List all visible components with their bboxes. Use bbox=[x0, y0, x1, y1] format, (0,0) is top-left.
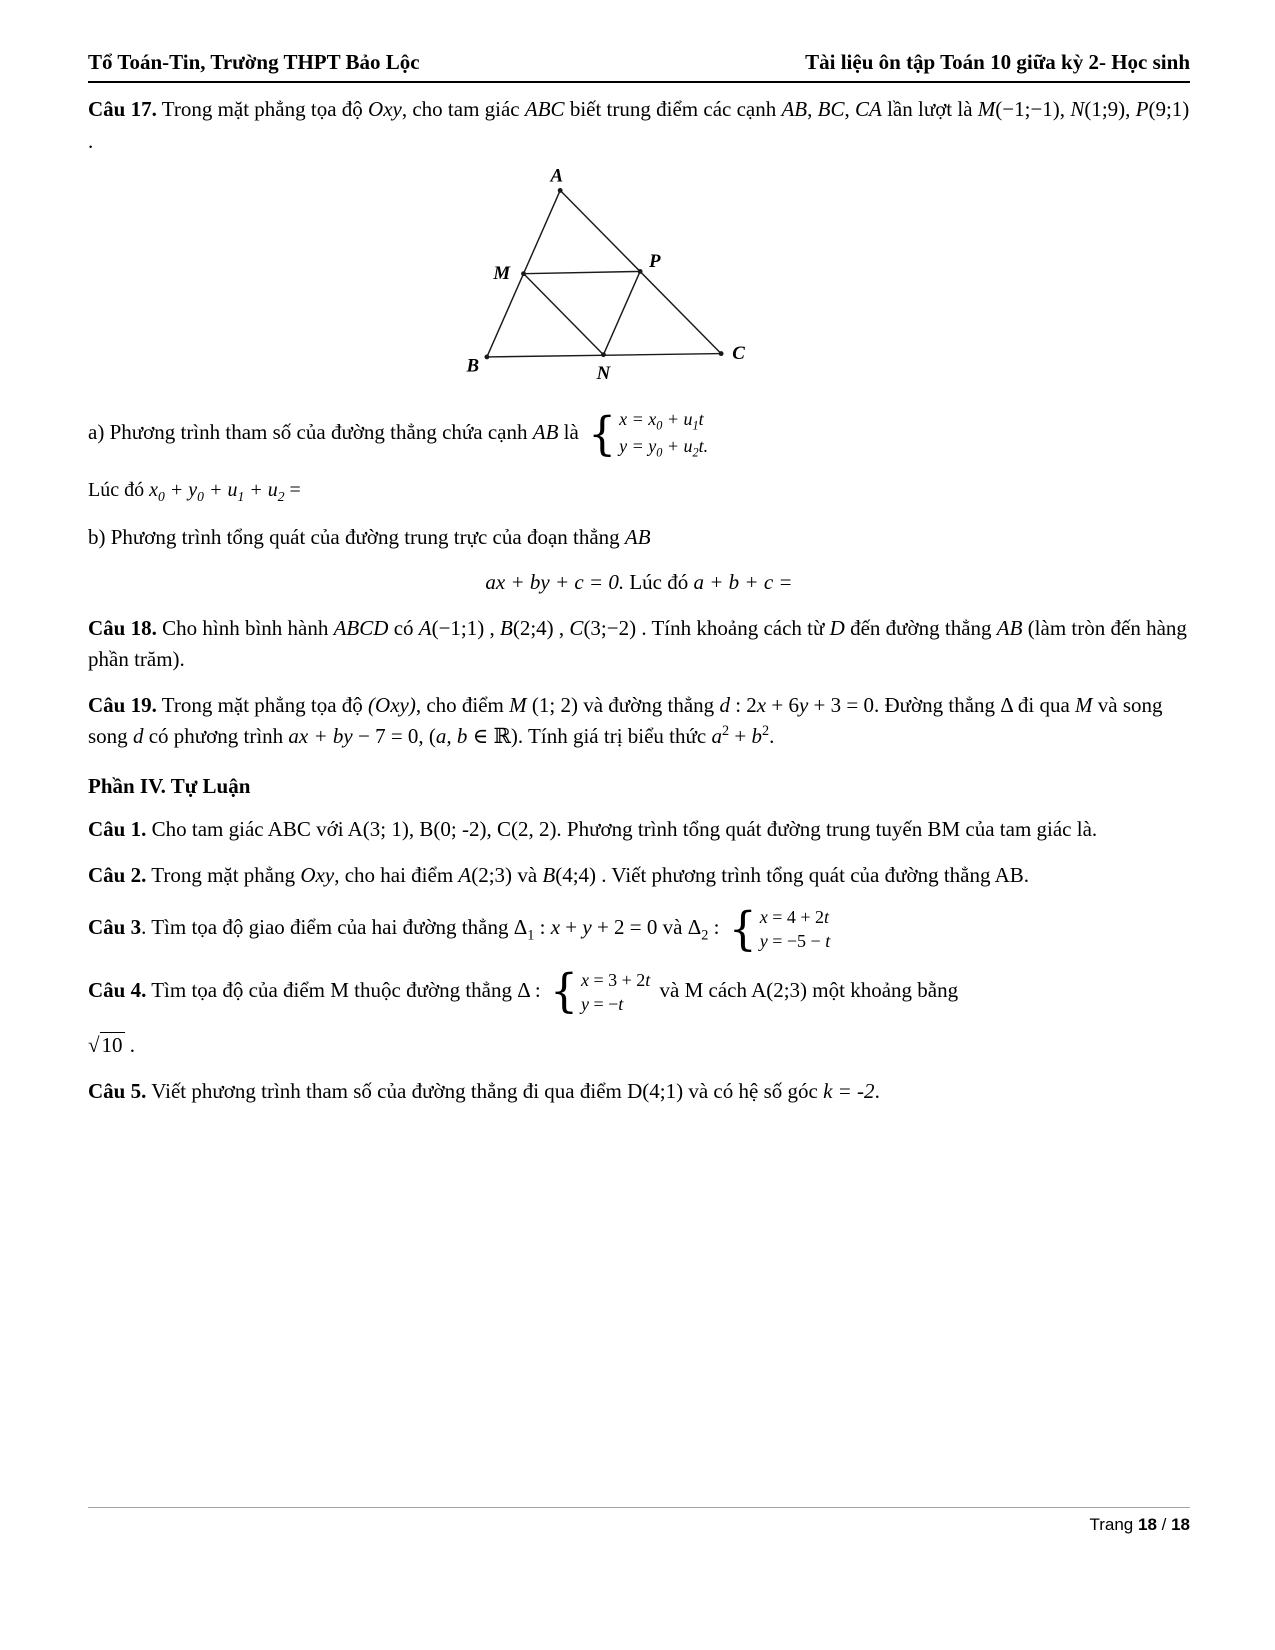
math-segment: AB bbox=[781, 97, 808, 121]
question-17-label: Câu 17. bbox=[88, 97, 157, 121]
text-segment: . Viết phương trình tổng quát của đường thẳng AB. bbox=[596, 862, 1029, 887]
text-segment: Lúc đó bbox=[624, 570, 694, 595]
text-segment: (9;1) . bbox=[88, 97, 1190, 153]
math-segment: A bbox=[458, 862, 472, 887]
text-segment: + 6 bbox=[766, 692, 799, 717]
text-segment: a) Phương trình tham số của đường thẳng chứa cạnh bbox=[88, 419, 533, 444]
math-segment: a + b + c = bbox=[693, 570, 793, 595]
math-segment: = 3 + 2 bbox=[588, 969, 646, 990]
text-segment: (2;3) bbox=[471, 862, 513, 887]
math-segment: M bbox=[1075, 692, 1093, 717]
math-segment: N bbox=[1070, 97, 1085, 121]
vertex-label-c: C bbox=[732, 343, 745, 365]
math-segment: a, b bbox=[435, 724, 468, 749]
superscript: 2 bbox=[721, 723, 730, 740]
math-segment: t bbox=[824, 907, 830, 927]
text-segment: biết trung điểm các cạnh bbox=[564, 97, 782, 121]
math-segment: d bbox=[719, 692, 730, 717]
math-segment: + u bbox=[244, 479, 278, 502]
triangle-svg bbox=[459, 166, 759, 388]
text-segment: (2;4) , bbox=[512, 615, 570, 640]
question-1-label: Câu 1. bbox=[88, 817, 147, 841]
vertex-label-n: N bbox=[596, 363, 611, 385]
text-segment: Lúc đó bbox=[88, 479, 150, 502]
text-segment: . bbox=[769, 724, 775, 749]
math-segment: y = y bbox=[619, 436, 657, 457]
subscript: 0 bbox=[197, 489, 204, 505]
math-segment: y bbox=[759, 931, 768, 952]
question-17 bbox=[88, 94, 1190, 157]
math-segment: C bbox=[569, 615, 584, 640]
text-segment: Viết phương trình tham số của đường thẳng đi qua điểm D(4;1) và có hệ số góc bbox=[146, 1078, 824, 1103]
triangle-figure bbox=[88, 166, 1190, 394]
essay-question-4 bbox=[88, 965, 1190, 1019]
math-segment: y bbox=[798, 692, 809, 717]
text-segment: và M cách A(2;3) một khoảng bằng bbox=[654, 977, 959, 1002]
math-segment: M bbox=[509, 692, 527, 717]
subscript: 0 bbox=[656, 445, 663, 460]
math-segment: x bbox=[550, 915, 561, 940]
text-segment: (1; 2) bbox=[526, 692, 578, 717]
text-segment: Trong mặt phẳng tọa độ bbox=[156, 692, 369, 717]
question-5-label: Câu 5. bbox=[88, 1078, 147, 1103]
math-segment: D bbox=[829, 615, 845, 640]
math-segment: a bbox=[711, 724, 722, 749]
text-segment: là bbox=[558, 419, 585, 444]
subscript: 0 bbox=[157, 489, 165, 505]
text-segment: . bbox=[874, 1078, 880, 1103]
question-17b-equation bbox=[88, 567, 1190, 599]
question-18 bbox=[88, 613, 1190, 676]
text-segment: lần lượt là bbox=[881, 97, 978, 121]
essay-question-1 bbox=[88, 814, 1190, 846]
text-segment: , cho điểm bbox=[415, 692, 510, 717]
text-segment: Tìm tọa độ của điểm M thuộc đường thẳng bbox=[146, 977, 518, 1002]
radical-sign: √ bbox=[88, 1033, 100, 1058]
vertex-label-a: A bbox=[550, 166, 564, 187]
page-footer bbox=[88, 1507, 1190, 1535]
math-segment: = 4 + 2 bbox=[767, 907, 825, 927]
equation-line bbox=[581, 992, 650, 1016]
subscript: 2 bbox=[277, 489, 285, 505]
header-right: Tài liệu ôn tập Toán 10 giữa kỳ 2- Học sinh bbox=[805, 50, 1190, 74]
math-segment: + y bbox=[164, 479, 198, 502]
delta-symbol: Δ bbox=[513, 915, 528, 940]
left-brace: { bbox=[728, 902, 757, 956]
question-2-label: Câu 2. bbox=[88, 862, 147, 887]
text-segment: (4;4) bbox=[555, 862, 597, 887]
text-segment: . bbox=[124, 1033, 136, 1058]
question-3-label: Câu 3 bbox=[88, 915, 142, 940]
text-segment: và đường thẳng bbox=[577, 692, 720, 717]
equation-line bbox=[760, 905, 830, 929]
math-segment: ax + by bbox=[288, 724, 353, 749]
text-segment: và song song bbox=[88, 692, 1163, 749]
math-segment: d bbox=[132, 724, 144, 749]
math-segment: x bbox=[759, 907, 768, 927]
math-segment: AB bbox=[624, 524, 651, 549]
text-segment: + 2 = 0 bbox=[591, 915, 658, 940]
math-segment: ABC bbox=[524, 97, 565, 121]
text-segment: đến đường thẳng bbox=[844, 615, 997, 640]
question-18-label: Câu 18. bbox=[88, 615, 157, 640]
left-brace: { bbox=[549, 965, 578, 1019]
text-segment: , cho hai điểm bbox=[334, 862, 459, 887]
text-segment: và bbox=[512, 862, 543, 887]
text-segment: , cho tam giác bbox=[401, 97, 525, 121]
math-segment: t. bbox=[698, 436, 709, 457]
text-segment: Đường thẳng bbox=[884, 692, 1001, 717]
question-17a-sum bbox=[88, 475, 1190, 507]
radicand: 10 bbox=[101, 1033, 123, 1058]
text-segment: ∈ ℝ) bbox=[467, 724, 518, 749]
essay-question-2 bbox=[88, 860, 1190, 892]
parametric-system bbox=[588, 407, 708, 461]
footer-separator: / bbox=[1156, 1515, 1172, 1534]
math-segment: t bbox=[825, 931, 831, 952]
text-segment: : bbox=[529, 977, 546, 1002]
question-17a bbox=[88, 407, 1190, 461]
vertex-label-p: P bbox=[648, 251, 661, 273]
sqrt-line bbox=[88, 1030, 1190, 1062]
essay-question-5 bbox=[88, 1076, 1190, 1108]
math-segment: t bbox=[645, 969, 651, 990]
left-brace: { bbox=[588, 407, 617, 461]
essay-question-3 bbox=[88, 902, 1190, 956]
subscript: 2 bbox=[692, 445, 699, 460]
vertex-dots bbox=[484, 188, 723, 359]
text-segment: (làm tròn đến hàng phần trăm). bbox=[88, 615, 1187, 672]
page-header bbox=[88, 50, 1190, 83]
section-title-part4: Phần IV. Tự Luận bbox=[88, 773, 251, 798]
math-segment: t bbox=[618, 993, 624, 1014]
math-segment: k = -2 bbox=[823, 1078, 875, 1103]
footer-page-number: 18 bbox=[1137, 1515, 1157, 1534]
math-segment: P bbox=[1135, 97, 1149, 121]
text-segment: đi qua bbox=[1012, 692, 1076, 717]
math-segment: AB bbox=[996, 615, 1023, 640]
superscript: 2 bbox=[761, 723, 770, 740]
equation-line bbox=[619, 407, 708, 434]
text-segment: − 7 = 0, ( bbox=[352, 724, 436, 749]
math-segment: B bbox=[500, 615, 513, 640]
math-segment: + u bbox=[662, 436, 693, 457]
math-segment: x bbox=[756, 692, 767, 717]
header-left: Tổ Toán-Tin, Trường THPT Bảo Lộc bbox=[88, 50, 420, 74]
math-segment: x = x bbox=[619, 409, 657, 429]
math-segment: b bbox=[751, 724, 762, 749]
text-segment: + bbox=[729, 724, 752, 749]
footer-page-label: Trang bbox=[1089, 1515, 1138, 1534]
math-segment: M bbox=[977, 97, 996, 121]
math-segment: ABCD bbox=[333, 615, 389, 640]
math-segment: ax + by + c = 0. bbox=[485, 570, 625, 595]
math-segment: x bbox=[580, 969, 589, 990]
math-segment: = bbox=[284, 479, 301, 502]
text-segment: (−1;−1), bbox=[995, 97, 1071, 121]
text-segment: Cho tam giác ABC với A(3; 1), B(0; -2), C(2, 2). Phương trình tổng quát đường trung tuyến BM của tam giác là. bbox=[146, 817, 1098, 841]
math-segment: x bbox=[149, 479, 158, 502]
math-segment: = −5 − bbox=[767, 931, 826, 952]
math-segment: y bbox=[582, 915, 592, 940]
text-segment: (−1;1) , bbox=[431, 615, 501, 640]
equation-line bbox=[581, 968, 650, 992]
question-19 bbox=[88, 690, 1190, 753]
math-segment: B bbox=[542, 862, 556, 887]
text-segment: + bbox=[560, 915, 583, 940]
subscript: 1 bbox=[237, 489, 245, 505]
equation-line bbox=[760, 929, 830, 953]
equation-line bbox=[619, 434, 708, 461]
math-segment: = − bbox=[588, 993, 619, 1014]
text-segment: có bbox=[388, 615, 419, 640]
text-segment: có phương trình bbox=[143, 724, 289, 749]
text-segment: Trong mặt phẳng tọa độ bbox=[156, 97, 369, 121]
text-segment: . Tìm tọa độ giao điểm của hai đường thẳng bbox=[141, 915, 514, 940]
math-segment: t bbox=[698, 409, 704, 429]
text-segment: b) Phương trình tổng quát của đường trung trực của đoạn thẳng bbox=[88, 524, 625, 549]
parametric-system bbox=[549, 965, 651, 1019]
text-segment: , bbox=[807, 97, 818, 121]
delta-symbol: Δ bbox=[517, 977, 530, 1002]
math-segment: CA bbox=[854, 97, 882, 121]
math-segment: A bbox=[418, 615, 432, 640]
text-segment: : bbox=[534, 915, 551, 940]
text-segment: và bbox=[657, 915, 688, 940]
text-segment: : 2 bbox=[729, 692, 757, 717]
subscript: 2 bbox=[701, 927, 709, 944]
delta-symbol: Δ bbox=[1000, 692, 1013, 717]
question-19-label: Câu 19. bbox=[88, 692, 157, 717]
text-segment: + 3 = 0. bbox=[808, 692, 885, 717]
text-segment: (1;9), bbox=[1084, 97, 1136, 121]
text-segment: (3;−2) . Tính khoảng cách từ bbox=[583, 615, 830, 640]
delta-symbol: Δ bbox=[687, 915, 702, 940]
footer-page-total: 18 bbox=[1171, 1515, 1190, 1534]
subscript: 1 bbox=[527, 927, 535, 944]
math-segment: AB bbox=[532, 419, 559, 444]
vertex-label-b: B bbox=[466, 355, 480, 377]
math-segment: + u bbox=[203, 479, 238, 502]
subscript: 1 bbox=[692, 418, 699, 433]
text-segment: . Tính giá trị biểu thức bbox=[517, 724, 712, 749]
math-segment: y bbox=[580, 993, 589, 1014]
text-segment: Cho hình bình hành bbox=[156, 615, 334, 640]
math-segment: + u bbox=[662, 409, 693, 429]
math-segment: (Oxy) bbox=[368, 692, 416, 717]
subscript: 0 bbox=[656, 418, 663, 433]
math-segment: Oxy bbox=[300, 862, 335, 887]
text-segment: Trong mặt phẳng bbox=[146, 862, 301, 887]
vertex-label-m: M bbox=[493, 263, 511, 285]
text-segment: : bbox=[708, 915, 725, 940]
text-segment: , bbox=[844, 97, 855, 121]
math-segment: Oxy bbox=[368, 97, 402, 121]
parametric-system bbox=[728, 902, 831, 956]
question-4-label: Câu 4. bbox=[88, 977, 147, 1002]
question-17b bbox=[88, 522, 1190, 554]
math-segment: BC bbox=[817, 97, 845, 121]
